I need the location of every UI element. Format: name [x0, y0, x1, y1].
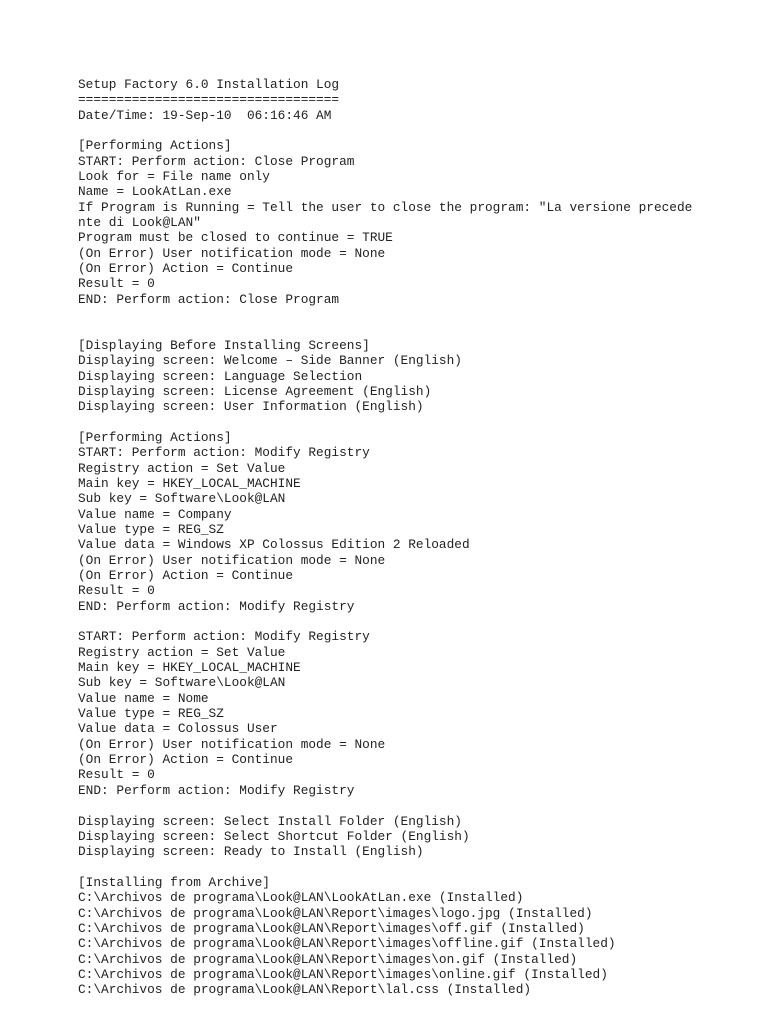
- log-line: nte di Look@LAN": [78, 215, 201, 231]
- log-line: Registry action = Set Value: [78, 460, 286, 476]
- log-line: Displaying screen: Select Install Folder (English): [78, 813, 462, 829]
- log-line: (On Error) Action = Continue: [78, 261, 294, 277]
- log-line: Registry action = Set Value: [78, 644, 286, 660]
- log-line: Program must be closed to continue = TRUE: [78, 230, 393, 246]
- log-line: Value type = REG_SZ: [78, 706, 224, 722]
- log-line: (On Error) User notification mode = None: [78, 245, 386, 261]
- log-line: Sub key = Software\Look@LAN: [78, 675, 286, 691]
- log-line: Main key = HKEY_LOCAL_MACHINE: [78, 660, 301, 676]
- log-line: Value name = Nome: [78, 690, 209, 706]
- installation-log-text: [78, 77, 758, 998]
- log-line: Date/Time: 19-Sep-10 06:16:46 AM: [78, 107, 332, 123]
- log-line: Value data = Colossus User: [78, 721, 278, 737]
- log-line: Displaying screen: License Agreement (English): [78, 383, 432, 399]
- log-line: ==================================: [78, 92, 340, 108]
- log-line: [78, 323, 758, 338]
- log-line: [78, 860, 758, 875]
- log-line: END: Perform action: Modify Registry: [78, 598, 355, 614]
- log-line: Name = LookAtLan.exe: [78, 184, 232, 200]
- log-line: Displaying screen: Welcome – Side Banner (English): [78, 353, 462, 369]
- log-line: [78, 123, 758, 138]
- log-line: C:\Archivos de programa\Look@LAN\Report\images\online.gif (Installed): [78, 966, 608, 982]
- log-line: Sub key = Software\Look@LAN: [78, 491, 286, 507]
- log-line: C:\Archivos de programa\Look@LAN\LookAtLan.exe (Installed): [78, 890, 524, 906]
- log-line: [Performing Actions]: [78, 429, 232, 445]
- log-line: C:\Archivos de programa\Look@LAN\Report\images\on.gif (Installed): [78, 951, 578, 967]
- log-line: (On Error) User notification mode = None: [78, 552, 386, 568]
- log-line: (On Error) Action = Continue: [78, 752, 294, 768]
- log-line: [78, 798, 758, 813]
- log-line: START: Perform action: Modify Registry: [78, 629, 370, 645]
- log-line: (On Error) User notification mode = None: [78, 736, 386, 752]
- log-line: [Performing Actions]: [78, 138, 232, 154]
- log-line: [Installing from Archive]: [78, 874, 270, 890]
- log-line: Result = 0: [78, 767, 155, 783]
- log-line: START: Perform action: Modify Registry: [78, 445, 370, 461]
- log-line: Displaying screen: Language Selection: [78, 368, 363, 384]
- log-line: [78, 307, 758, 322]
- log-line: C:\Archivos de programa\Look@LAN\Report\images\offline.gif (Installed): [78, 936, 616, 952]
- log-line: Displaying screen: Select Shortcut Folder (English): [78, 828, 470, 844]
- log-line: Result = 0: [78, 276, 155, 292]
- log-line: Value data = Windows XP Colossus Edition 2 Reloaded: [78, 537, 470, 553]
- log-line: END: Perform action: Modify Registry: [78, 782, 355, 798]
- log-line: Look for = File name only: [78, 169, 270, 185]
- log-line: C:\Archivos de programa\Look@LAN\Report\lal.css (Installed): [78, 982, 532, 998]
- log-line: Value type = REG_SZ: [78, 521, 224, 537]
- log-line: Result = 0: [78, 583, 155, 599]
- log-line: Displaying screen: Ready to Install (English): [78, 844, 424, 860]
- log-line: C:\Archivos de programa\Look@LAN\Report\images\logo.jpg (Installed): [78, 905, 593, 921]
- log-line: [78, 415, 758, 430]
- log-line: If Program is Running = Tell the user to close the program: "La versione precede: [78, 199, 693, 215]
- log-line: Main key = HKEY_LOCAL_MACHINE: [78, 475, 301, 491]
- log-line: END: Perform action: Close Program: [78, 291, 340, 307]
- log-line: START: Perform action: Close Program: [78, 153, 355, 169]
- log-line: (On Error) Action = Continue: [78, 568, 294, 583]
- log-line: Setup Factory 6.0 Installation Log: [78, 77, 340, 92]
- log-line: Value name = Company: [78, 506, 232, 522]
- log-line: C:\Archivos de programa\Look@LAN\Report\images\off.gif (Installed): [78, 920, 585, 936]
- log-line: [78, 614, 758, 629]
- log-line: Displaying screen: User Information (English): [78, 399, 424, 415]
- log-line: [Displaying Before Installing Screens]: [78, 337, 370, 353]
